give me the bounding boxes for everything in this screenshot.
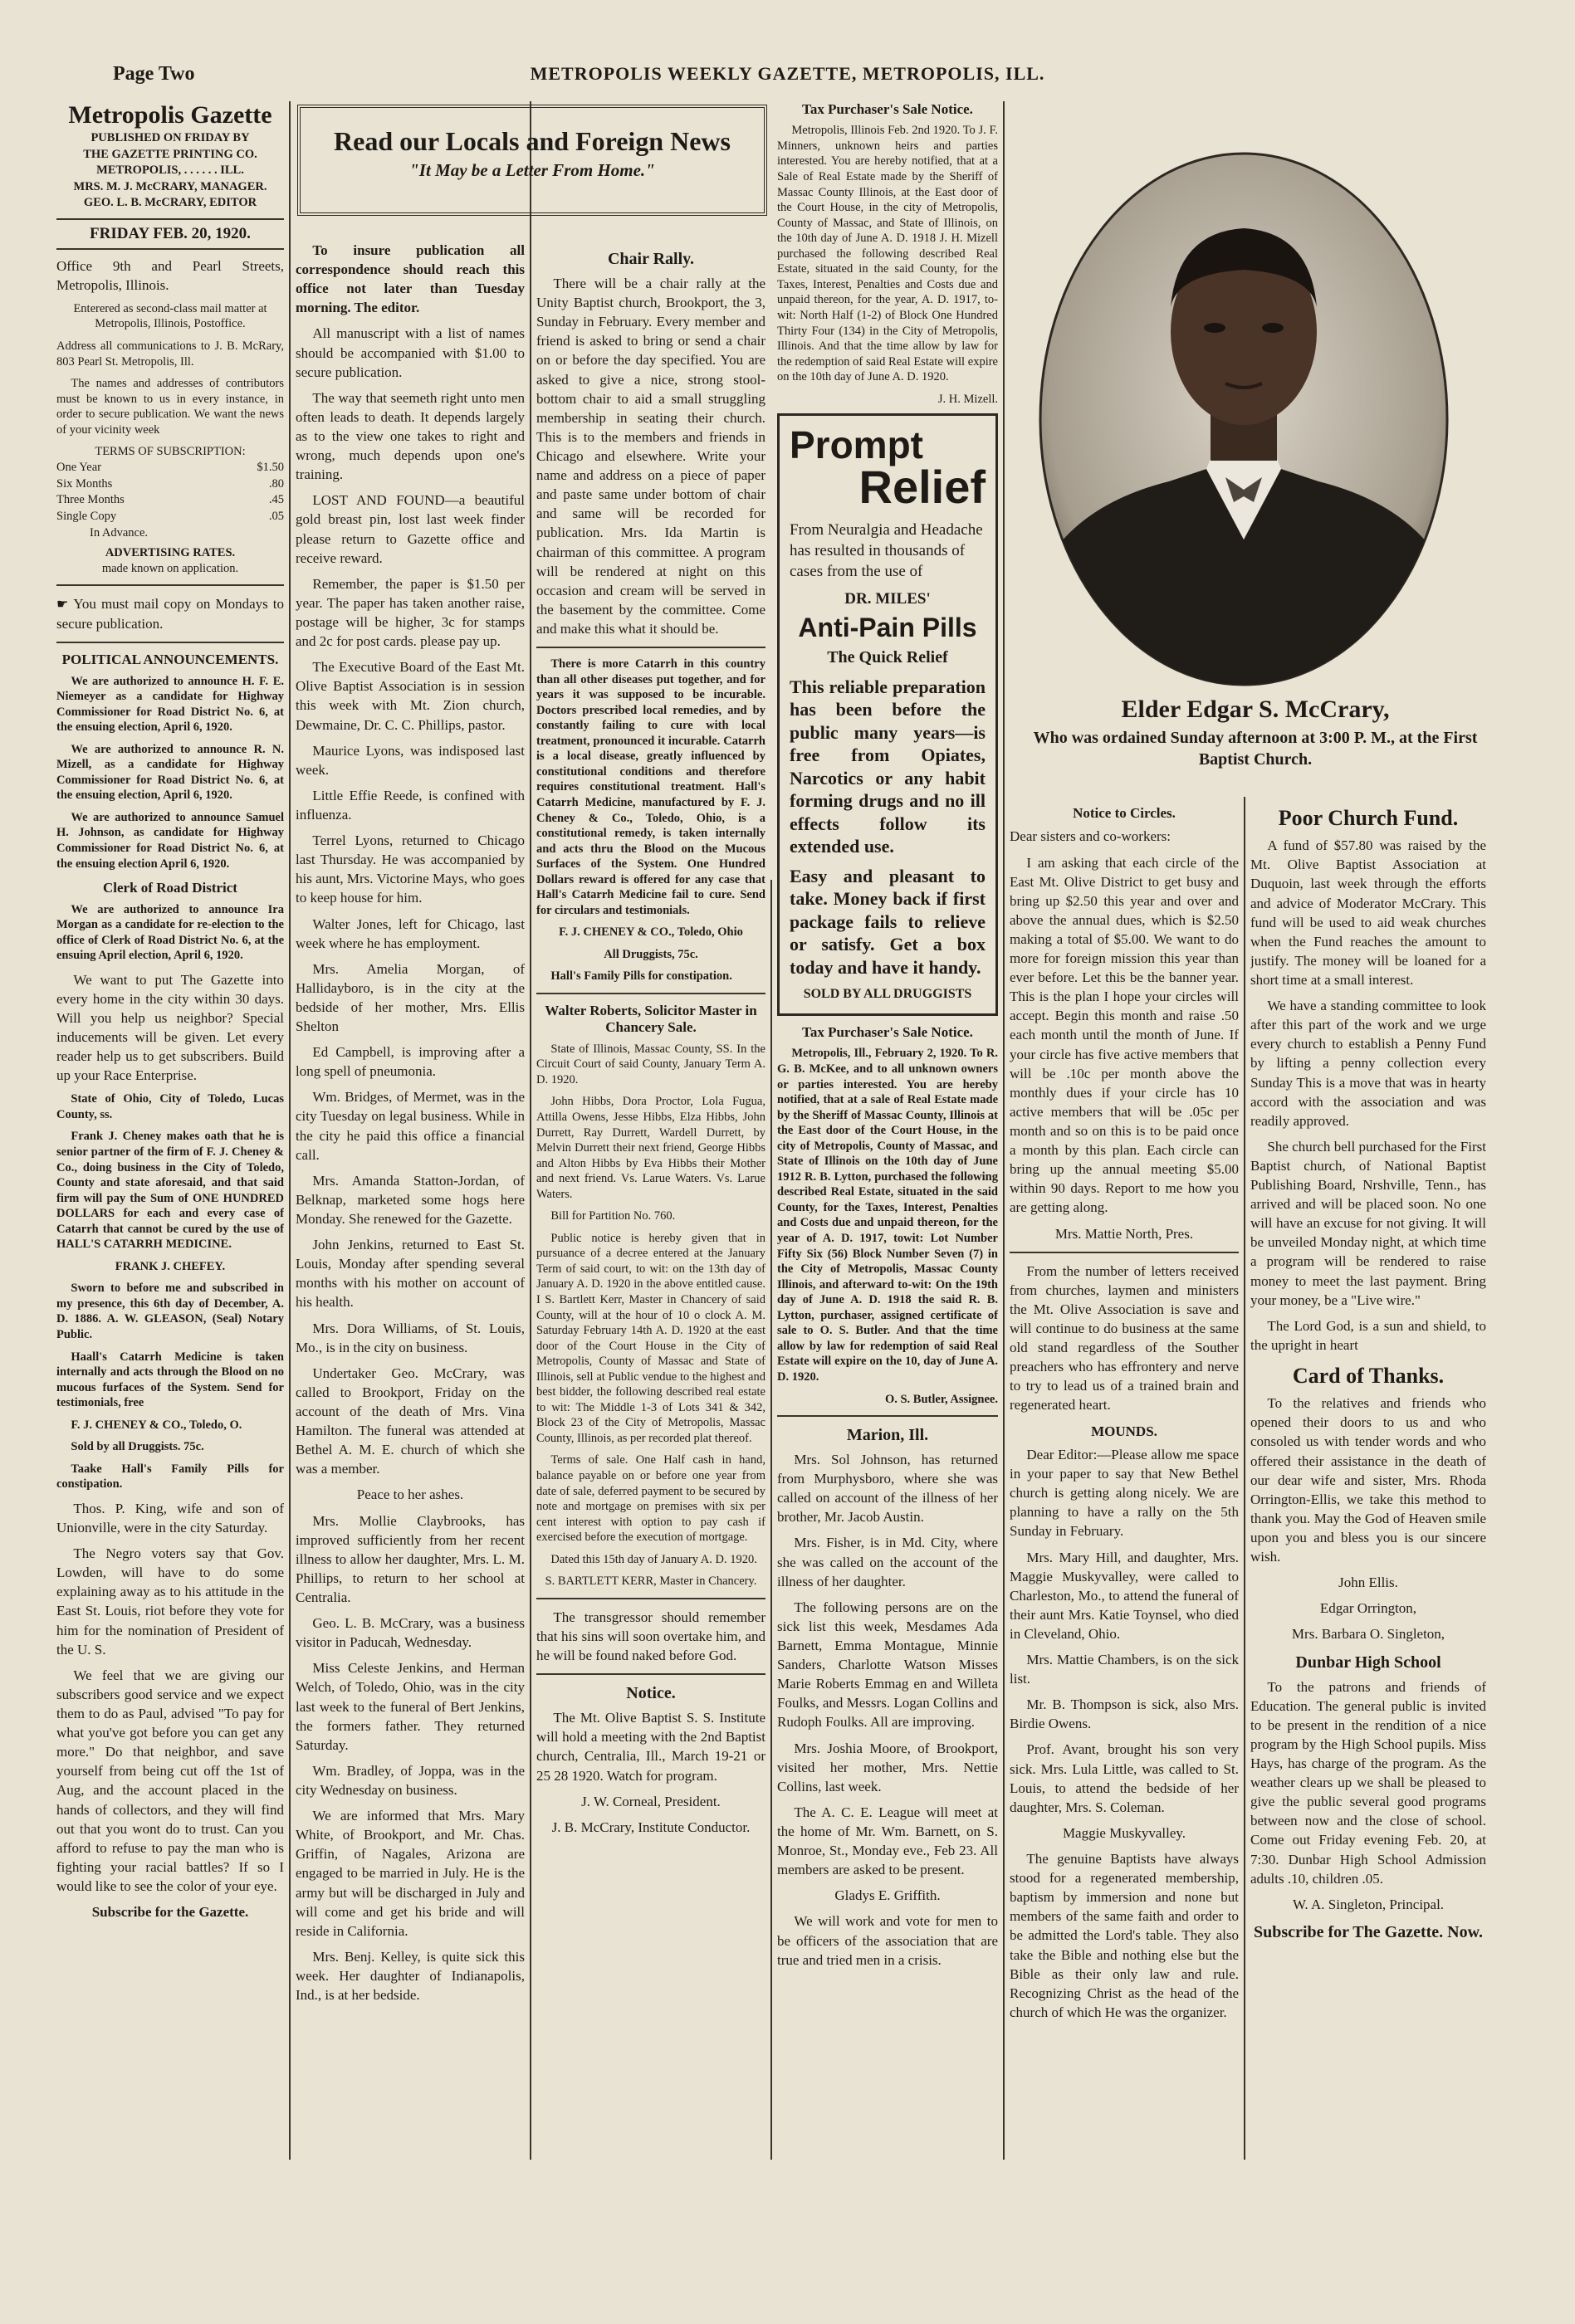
ad-pills: Anti-Pain Pills xyxy=(798,613,977,643)
ad-easy: Easy and pleasant to take. Money back if first package fails to relieve or satisfy. Get a box today and have it handy. xyxy=(790,865,986,978)
dunbar-sign: W. A. Singleton, Principal. xyxy=(1292,1896,1445,1912)
rate-label: Six Months xyxy=(56,476,113,491)
tax-notice-heading: Tax Purchaser's Sale Notice. xyxy=(802,1024,973,1041)
marion-vote: We will work and vote for men to be officers of the association that are true and tried men in a crisis. xyxy=(777,1913,998,1968)
local-item: Walter Jones, left for Chicago, last week where he has employment. xyxy=(296,915,525,951)
lord-text: The Lord God, is a sun and shield, to the upright in heart xyxy=(1250,1317,1486,1353)
catarrh-pills: Hall's Family Pills for constipation. xyxy=(550,969,732,984)
cheney-notice: Frank J. Cheney makes oath that he is senior partner of the firm of F. J. Cheney & Co., doing business in the City of Toledo, County and state aforesaid, and that said firm will pay the Sum of ONE HUNDRED DOLLARS for each and every case of Catarrh that cannot be cured by the use of HALL'S CATARRH MEDICINE. xyxy=(56,1130,284,1252)
banner-title: Read our Locals and Foreign News xyxy=(334,126,731,156)
chair-rally-text: There will be a chair rally at the Unity Baptist church, Brookport, the 3, Sunday in February. Every member and friend is asked to bring or send a chair on or before the day specified. You are asked to give a nice, strong stool-bottom chair to aid a small struggling membership in seating their church. This is to the members and friends in Chicago and elsewhere. Write your name and address on a piece of paper and paste same under bottom of chair and same will be recorded for publication. Mrs. Ida Martin is chairman of this committee. A program will be rendered at night on this occasion and cream will be served in the basement by the committee. Come and make this what it should be. xyxy=(536,276,765,637)
marion-item: Mrs. Sol Johnson, has returned from Murphysboro, where she was called on account of the illness of her brother, Mr. Jacob Austin. xyxy=(777,1452,998,1526)
entered-notice: Enterered as second-class mail matter at Metropolis, Illinois, Postoffice. xyxy=(73,301,267,331)
genuine-text: The genuine Baptists have always stood for a regenerated membership, baptism by immersion and none but members of the same faith and order to be admitted the Lord's table. They also take the Bible and nothing else but the Bible as their only law and rule. Recognizing Christ as the head of the church of which He was the organizer. xyxy=(1010,1851,1239,2020)
cheney-notice: Taake Hall's Family Pills for constipation. xyxy=(56,1462,284,1492)
banner-tagline: "It May be a Letter From Home." xyxy=(409,160,655,180)
rate-label: Three Months xyxy=(56,493,125,507)
local-item: Thos. P. King, wife and son of Unionville, were in the city Saturday. xyxy=(56,1500,284,1536)
mounds-item: Mr. B. Thompson is sick, also Mrs. Birdie Owens. xyxy=(1010,1697,1239,1732)
portrait-name: Elder Edgar S. McCrary, xyxy=(1121,696,1390,723)
masthead-line: GEO. L. B. McCRARY, EDITOR xyxy=(83,196,257,210)
portrait-illustration xyxy=(1036,149,1451,689)
cheney-notice: Sold by all Druggists. 75c. xyxy=(71,1440,204,1454)
column-6 xyxy=(1250,797,1486,2160)
marion-item: Mrs. Fisher, is in Md. City, where she was called on the account of the illness of her daughter. xyxy=(777,1535,998,1589)
local-item: Mrs. Benj. Kelley, is quite sick this week. Her daughter of Indianapolis, Ind., is at her bedside. xyxy=(296,1948,525,2004)
political-announcement: We are authorized to announce H. F. E. Niemeyer as a candidate for Highway Commissioner for Road District No. 6, at the ensuing election, April 6, 1920. xyxy=(56,674,284,735)
local-item: Maurice Lyons, was indisposed last week. xyxy=(296,742,525,778)
committee-text: We have a standing committee to look after this part of the work and we urge every church to establish a Penny Fund by lifting a penny collection every Sunday This is a move that was in hearty accord with the association and was readily approved. xyxy=(1250,998,1486,1129)
page-folio xyxy=(0,60,1575,93)
cheney-notice: Sworn to before me and subscribed in my presence, this 6th day of December, A. D. 1886. A. W. GLEASON, (Seal) Notary Public. xyxy=(56,1282,284,1341)
column-2 xyxy=(296,241,525,2158)
column-rule xyxy=(770,880,772,2160)
cheney-notice: F. J. CHENEY & CO., Toledo, O. xyxy=(71,1418,242,1432)
mounds-sign: Maggie Muskyvalley. xyxy=(1062,1824,1186,1841)
mounds-item: Mrs. Mattie Chambers, is on the sick list. xyxy=(1010,1652,1239,1687)
pointing-hand-icon: ☛ xyxy=(56,598,69,613)
local-item: Wm. Bridges, of Mermet, was in the city Tuesday on legal business. While in the city he paid this office a financial call. xyxy=(296,1089,525,1163)
roberts-dated: Dated this 15th day of January A. D. 1920. xyxy=(550,1552,757,1566)
column-rule xyxy=(289,101,291,2160)
local-item: Terrel Lyons, returned to Chicago last Thursday. He was accompanied by his aunt, Mrs. Victorine Mays, who goes to keep house for him. xyxy=(296,832,525,906)
letters-text: From the number of letters received from churches, laymen and ministers the Mt. Olive Association is save and will continue to do business at the same old stand regardless of the Souther preachers who has effrontery and nerve to try to lead us of a trained brain and regenerated heart. xyxy=(1010,1262,1239,1413)
mounds-heading: MOUNDS. xyxy=(1091,1423,1157,1439)
divider xyxy=(536,1673,765,1675)
thanks-text: To the relatives and friends who opened their doors to us and who consoled us with tender words and who offered their assistance in the death of our dear wife and sister, Mrs. Rhoda Orrington-Ellis, we take this method to thank you. May the God of Heaven smile upon you and bless you is our sincere wish. xyxy=(1250,1395,1486,1565)
mounds-item: Prof. Avant, brought his son very sick. Mrs. Lula Little, was called to St. Louis, to attend the bedside of her daughter, Mrs. S. Coleman. xyxy=(1010,1741,1239,1815)
local-item: Little Effie Reede, is confined with influenza. xyxy=(296,787,525,823)
tax-notice-heading: Tax Purchaser's Sale Notice. xyxy=(802,101,973,117)
thanks-sign: Edgar Orrington, xyxy=(1319,1600,1417,1617)
rate-row xyxy=(56,492,284,509)
marion-item: The A. C. E. League will meet at the home of Mr. Wm. Barnett, on S. Monroe, St., Monday eve., Feb 23. All members are asked to be present. xyxy=(777,1804,998,1878)
local-item: John Jenkins, returned to East St. Louis, Monday after spending several months with his mother on account of his health. xyxy=(296,1237,525,1311)
local-item: Peace to her ashes. xyxy=(356,1487,464,1503)
masthead-line: PUBLISHED ON FRIDAY BY xyxy=(90,131,250,144)
roberts-state: State of Illinois, Massac County, SS. In the Circuit Court of said County, January Term A. D. 1920. xyxy=(536,1042,765,1086)
cheney-notice: Haall's Catarrh Medicine is taken internally and acts through the Blood on no mucous furfaces of the System. Send for testimonials, free xyxy=(56,1350,284,1410)
marion-sign: Gladys E. Griffith. xyxy=(834,1887,941,1904)
roberts-heading: Walter Roberts, Solicitor Master in Chancery Sale. xyxy=(545,1003,757,1036)
masthead-line: METROPOLIS, . . . . . . ILL. xyxy=(96,164,244,178)
tax-notice-text: Metropolis, Ill., February 2, 1920. To R. G. B. McKee, and to all unknown owners or parties interested. You are hereby notified, that at a sale of Real Estate made by the Sheriff of Massac County, Illinois at the East door of the Court House, in the city of Metropolis, County of Massac, and State of Illinois on the 10th day of June 1912 R. B. Lytton, purchased the following described Real Estate, situated in the said County, for the Taxes, Interest, Penalties and Costs due and unpaid thereon, for the year of A. D. 1917, towit: Lot Number Fifty Six (56) Block Number Seven (7) in the City of Metropolis, Massac County Illinois, and afterward to-wit: On the 19th day of June A. D. 1918 the said R. B. Lytton, purchaser, assigned certificate of sale to O. S. Butler. And that the time allow by law for redemption of said Real Estate will expire on the 10, day of June A. D. 1920. xyxy=(777,1047,998,1384)
rate-label: One Year xyxy=(56,460,101,474)
local-item: Undertaker Geo. McCrary, was called to Brookport, Friday on the account of the death of Mrs. Vina Hamilton. The funeral was attended at Bethel A. M. E. church of which she was a member. xyxy=(296,1365,525,1477)
political-announcement: We are authorized to announce Samuel H. Johnson, as candidate for Highway Commissioner for Road District No. 6, at the ensuing election April 6, 1920. xyxy=(56,810,284,871)
rate-price: $1.50 xyxy=(257,460,284,474)
card-of-thanks-heading: Card of Thanks. xyxy=(1292,1364,1445,1389)
portrait-subtitle: Who was ordained Sunday afternoon at 3:00 P. M., at the First Baptist Church. xyxy=(1033,729,1478,769)
notice-sign: J. W. Corneal, President. xyxy=(581,1793,721,1809)
ad-brand: DR. MILES' xyxy=(844,590,931,608)
tax-notice-sign: O. S. Butler, Assignee. xyxy=(884,1392,998,1406)
circles-salute: Dear sisters and co-workers: xyxy=(1010,828,1171,845)
poor-fund-heading: Poor Church Fund. xyxy=(1278,806,1459,830)
divider xyxy=(1010,1252,1239,1253)
notice-text: The Mt. Olive Baptist S. S. Institute will hold a meeting with the 2nd Baptist church, Centralia, Ill., March 19-21 or 25 28 1920. Watch for program. xyxy=(536,1710,765,1784)
portrait-caption xyxy=(1015,696,1496,770)
clerk-announcement: We are authorized to announce Ira Morgan as a candidate for re-election to the office of Clerk of Road District No. 6, at the ensuing April election, April 6, 1920. xyxy=(56,902,284,963)
cheney-notice: FRANK J. CHEFEY. xyxy=(115,1259,226,1273)
page-number: Page Two xyxy=(113,63,195,85)
thanks-sign: John Ellis. xyxy=(1338,1575,1398,1591)
mounds-item: Mrs. Mary Hill, and daughter, Mrs. Maggie Muskyvalley, were called to Charleston, Mo., to attend the funeral of their aunt Mrs. Katie Toynsel, who died in Cleveland, Ohio. xyxy=(1010,1549,1239,1642)
thanks-sign: Mrs. Barbara O. Singleton, xyxy=(1291,1626,1445,1643)
marion-heading: Marion, Ill. xyxy=(846,1426,929,1445)
transgressor-text: The transgressor should remember that his sins will soon overtake him, and he will be found naked before God. xyxy=(536,1609,765,1664)
dunbar-text: To the patrons and friends of Education. The general public is invited to be present in the rendition of a nice program by the High School pupils. Miss Hays, has charge of the program. As the weather clears up we shall be pleased to give the public several good programs between now and the close of school. Come out Friday evening Feb. 20, at 7:30. Dunbar High School Admission adults .10, children .05. xyxy=(1250,1678,1486,1887)
ad-body: From Neuralgia and Headache has resulted in thousands of cases from the use of xyxy=(790,521,983,580)
divider xyxy=(56,642,284,643)
bell-text: She church bell purchased for the First Baptist church, of National Baptist Publishing Board, Nrshville, Tenn., has arrived and will be placed soon. No one will have an excuse for not giving. It will be unveiled Monday night, at which time a program will be rendered to raise money to meet the last payment. Bring your money, be a "Live wire." xyxy=(1250,1138,1486,1308)
divider xyxy=(56,584,284,586)
rate-row xyxy=(56,509,284,525)
subscribe-footer: Subscribe for the Gazette. xyxy=(91,1904,249,1921)
circles-text: I am asking that each circle of the East Mt. Olive District to get busy and bring up $2.50 this year and over and above the annual dues, which is $2.50 making a total of $5.00. We want to do more for foreign mission this year than ever before. Let this be the banner year. This is the plan I hope your circles will accept. Begin this month and raise .50 each month until the month of June. If your circle has five active members that will be .10c per month above the monthly dues if your circle has 10 active members that will be .05c per month and so on this is to be paid once a month by this plan. Each circle can bring up the annual meeting $5.00 within 90 days. Report to me how you are getting along. xyxy=(1010,854,1239,1216)
masthead xyxy=(56,101,284,212)
circles-heading: Notice to Circles. xyxy=(1073,805,1176,821)
roberts-sign: S. BARTLETT KERR, Master in Chancery. xyxy=(545,1575,757,1589)
mounds-item: Dear Editor:—Please allow me space in your paper to say that New Bethel church is getting along nicely. We are planning to have a rally on the 5th Sunday in February. xyxy=(1010,1446,1239,1540)
rate-price: .45 xyxy=(268,493,284,507)
column-3 xyxy=(536,241,765,2158)
masthead-line: MRS. M. J. McCRARY, MANAGER. xyxy=(73,179,267,193)
divider xyxy=(777,1415,998,1417)
local-item: The Executive Board of the East Mt. Olive Baptist Association is in session this week with Mt. Zion church, Dewmaine, Dr. C. C. Phillips, pastor. xyxy=(296,659,525,733)
ad-relief: Relief xyxy=(858,461,986,514)
address-notice: Address all communications to J. B. McRary, 803 Pearl St. Metropolis, Ill. xyxy=(56,339,284,369)
running-title: METROPOLIS WEEKLY GAZETTE, METROPOLIS, ILL. xyxy=(530,63,1045,84)
portrait-photo xyxy=(1036,149,1451,689)
manuscript-notice: All manuscript with a list of names should be accompanied with $1.00 to secure publication. xyxy=(296,325,525,380)
correspondence-notice: To insure publication all correspondence should reach this office not later than Tuesday morning. The editor. xyxy=(296,242,525,316)
local-item: The way that seemeth right unto men often leads to death. It depends largely as to the view one takes to right and wrong, much depends upon one's training. xyxy=(296,389,525,483)
dunbar-heading: Dunbar High School xyxy=(1295,1653,1441,1672)
subscription-rates xyxy=(56,460,284,525)
tax-notice-text: Metropolis, Illinois Feb. 2nd 1920. To J. F. Minners, unknown heirs and parties interested. You are hereby notified, that at a Sale of Real Estate made by the Sheriff of Massac County Illinois, at the East door of the Court House, in the city of Metropolis, County of Massac, and State of Illinois, on the 10th day of June A. D. 1918 J. H. Mizell purchased the following described Real Estate, situated in the said County, for the Taxes, Interest, Penalties and Costs due and unpaid thereon, for the year, A. D. 1917, to-wit: North Half (1-2) of Block One Hundred Thirty Four (134) in the City of Metropolis, Illinois. And that the time allow by law for the redemption of said Real Estate will expire on the 10th day of June A. D. 1920. xyxy=(777,124,998,384)
circles-sign: Mrs. Mattie North, Pres. xyxy=(1054,1225,1194,1242)
clerk-heading: Clerk of Road District xyxy=(103,880,237,896)
want-gazette: We want to put The Gazette into every home in the city within 30 days. Will you help us neighbor? Special inducements will be given. Let every reader help us to get subscribers. Build up your Race Enterprise. xyxy=(56,971,284,1084)
catarrh-ad: There is more Catarrh in this country than all other diseases put together, and for years it was supposed to be incurable. Doctors prescribed local remedies, and by constantly failing to cure with local treatment, pronounced it incurable. Catarrh is a local disease, greatly influenced by constitutional conditions and therefore requires constitutional treatment. Hall's Catarrh Medicine, manufactured by F. J. Cheney & Co., Toledo, Ohio, is a constitutional remedy, is taken internally and acts thru the Blood on the Mucous Surfaces of the System. One Hundred Dollars reward is offered for any case that Hall's Catarrh Medicine fail to cure. Send for circulars and testimonials. xyxy=(536,657,765,917)
roberts-parties: John Hibbs, Dora Proctor, Lola Fugua, Attilla Owens, Jesse Hibbs, Elza Hibbs, John Durrett, Ray Durrett, Wardell Durrett, by Melvin Durrett their next friend, George Hibbs and Alton Hibbs by Eva Hibbs their Mother and next friend. Vs. Larue Waters. Vs. Larue Waters. xyxy=(536,1095,765,1201)
divider xyxy=(536,647,765,648)
chair-rally-heading: Chair Rally. xyxy=(607,250,695,268)
local-item: Ed Campbell, is improving after a long spell of pneumonia. xyxy=(296,1044,525,1080)
rate-price: .05 xyxy=(268,509,284,523)
notice-sign: J. B. McCrary, Institute Conductor. xyxy=(551,1819,751,1835)
issue-date: FRIDAY FEB. 20, 1920. xyxy=(56,218,284,250)
rate-price: .80 xyxy=(268,476,284,491)
poor-fund-text: A fund of $57.80 was raised by the Mt. Olive Baptist Association at Duquoin, last week through the efforts and advice of Moderator McCrary. This fund will be used to aid weak churches when the Fund reaches the amount to justify. The money will be loaned for a short time at a small interest. xyxy=(1250,837,1486,988)
ad-sold: SOLD BY ALL DRUGGISTS xyxy=(803,987,972,1002)
local-item: Geo. L. B. McCrary, was a business visitor in Paducah, Wednesday. xyxy=(296,1615,525,1651)
rate-row xyxy=(56,460,284,476)
divider xyxy=(536,993,765,994)
local-item: Wm. Bradley, of Joppa, was in the city Wednesday on business. xyxy=(296,1762,525,1798)
local-item: We feel that we are giving our subscribers good service and we expect them to do as Paul, advised "To pay for what you've got before you can get any more." Do that neighbor, and save yourself from being cut off the 1st of Aug, and the account placed in the hands of collectors, and they will find out that you wont do to trust. Can you afford to refuse to pay the man who is fighting your racial battles? If so I would like to see the color of your eye. xyxy=(56,1667,284,1894)
terms-heading: TERMS OF SUBSCRIPTION: xyxy=(95,445,246,459)
mail-copy-notice xyxy=(56,594,284,633)
column-1 xyxy=(56,101,284,2160)
local-item: The Negro voters say that Gov. Lowden, will have to do some explaining away as to his attitude in the East St. Louis, riot before they vote for him for the nomination of President of the U. S. xyxy=(56,1545,284,1658)
local-item: Mrs. Amanda Statton-Jordan, of Belknap, marketed some hogs here Monday. She renewed for the Gazette. xyxy=(296,1172,525,1228)
divider xyxy=(536,1598,765,1599)
office-address: Office 9th and Pearl Streets, Metropolis, Illinois. xyxy=(56,257,284,293)
column-5 xyxy=(1010,797,1239,2160)
local-item: Mrs. Dora Williams, of St. Louis, Mo., is in the city on business. xyxy=(296,1320,525,1355)
column-4 xyxy=(777,101,998,2160)
contributors-notice: The names and addresses of contributors must be known to us in every instance, in order to secure publication. We want the news of your vicinity week xyxy=(56,377,284,437)
news-banner xyxy=(297,105,767,216)
lost-found: LOST AND FOUND—a beautiful gold breast pin, lost last week finder please return to Gazette office and receive reward. xyxy=(296,492,525,566)
column-rule xyxy=(1003,101,1005,2160)
anti-pain-pills-ad xyxy=(777,413,998,1016)
mail-copy-text: You must mail copy on Mondays to secure publication. xyxy=(56,596,284,632)
advertising-heading: ADVERTISING RATES. xyxy=(105,546,236,560)
local-item: Remember, the paper is $1.50 per year. The paper has taken another raise, postage will be higher, 3c for stamps and 2c for post cards. please pay up. xyxy=(296,575,525,650)
advertising-note: made known on application. xyxy=(101,561,239,575)
ad-quick: The Quick Relief xyxy=(827,647,948,666)
political-announcement: We are authorized to announce R. N. Mizell, as a candidate for Highway Commissioner for Road District No. 6, at the ensuing election, April 6, 1920. xyxy=(56,742,284,803)
rate-row xyxy=(56,476,284,493)
roberts-bill: Bill for Partition No. 760. xyxy=(550,1209,676,1223)
subscribe-footer: Subscribe for The Gazette. Now. xyxy=(1254,1922,1483,1941)
political-heading: POLITICAL ANNOUNCEMENTS. xyxy=(61,652,279,668)
ad-prep: This reliable preparation has been before the public many years—is free from Opiates, Narcotics or any habit forming drugs and no ill effects follow its extended use. xyxy=(790,676,986,857)
local-item: Miss Celeste Jenkins, and Herman Welch, of Toledo, Ohio, was in the city last week to the funeral of Bert Jenkins, the formers father. They returned Saturday. xyxy=(296,1660,525,1753)
catarrh-sold: All Druggists, 75c. xyxy=(604,947,698,961)
column-rule xyxy=(1244,797,1245,2160)
marion-item: Mrs. Joshia Moore, of Brookport, visited her mother, Mrs. Nettie Collins, last week. xyxy=(777,1740,998,1794)
catarrh-sign: F. J. CHENEY & CO., Toledo, Ohio xyxy=(559,925,743,940)
rate-label: Single Copy xyxy=(56,509,117,523)
notice-heading: Notice. xyxy=(626,1684,676,1703)
roberts-terms: Terms of sale. One Half cash in hand, balance payable on or before one year from date of sale, deferred payment to be secured by note and mortgage on premises with six per cent interest with option to pay cash if exercised before the execution of mortgage. xyxy=(536,1453,765,1545)
ad-prompt: Prompt xyxy=(790,423,923,467)
local-item: Mrs. Amelia Morgan, of Hallidayboro, is in the city at the bedside of her mother, Mrs. Ellis Shelton xyxy=(296,960,525,1035)
masthead-title: Metropolis Gazette xyxy=(68,101,272,129)
masthead-line: THE GAZETTE PRINTING CO. xyxy=(83,147,257,161)
cheney-notice: State of Ohio, City of Toledo, Lucas County, ss. xyxy=(56,1092,284,1121)
terms-note: In Advance. xyxy=(90,525,149,540)
local-item: Mrs. Mollie Claybrooks, has improved sufficiently from her recent illness to allow her daughter, Mrs. L. M. Phillips, to return to her school at Centralia. xyxy=(296,1512,525,1605)
local-item: We are informed that Mrs. Mary White, of Brookport, and Mr. Chas. Griffin, of Nagales, Arizona are engaged to be married in July. He is the army but will be discharged in July and will come and get his bride and will reside in California. xyxy=(296,1808,525,1939)
column-rule xyxy=(530,101,531,2160)
roberts-body: Public notice is hereby given that in pursuance of a decree entered at the January Term of said court, to wit: on the 13th day of January A. D. 1920 in the above entitled cause. I S. Bartlett Kerr, Master in Chancery of said County, will at the hour of 10 o clock A. M. Saturday February 14th A. D. 1920 at the east door of the Court House in the City of Metropolis, County of Massac and State of Illinois, sell at Public vendue to the highest and best bidder, the following described real estate to wit: The Middle 1-3 of Lots 341 & 342, Block 23 of the City of Metropolis, Massac County, Illinois, as per recorded plat thereof. xyxy=(536,1231,765,1445)
tax-notice-sign: J. H. Mizell. xyxy=(937,392,998,406)
marion-item: The following persons are on the sick list this week, Mesdames Ada Barnett, Emma Montague, Minnie Sanders, Charlotte Watson Misses Marie Roberts Emmag en and Willeta Foulks, and Messrs. Logan Collins and Rudoph Foulks. All are improving. xyxy=(777,1599,998,1731)
